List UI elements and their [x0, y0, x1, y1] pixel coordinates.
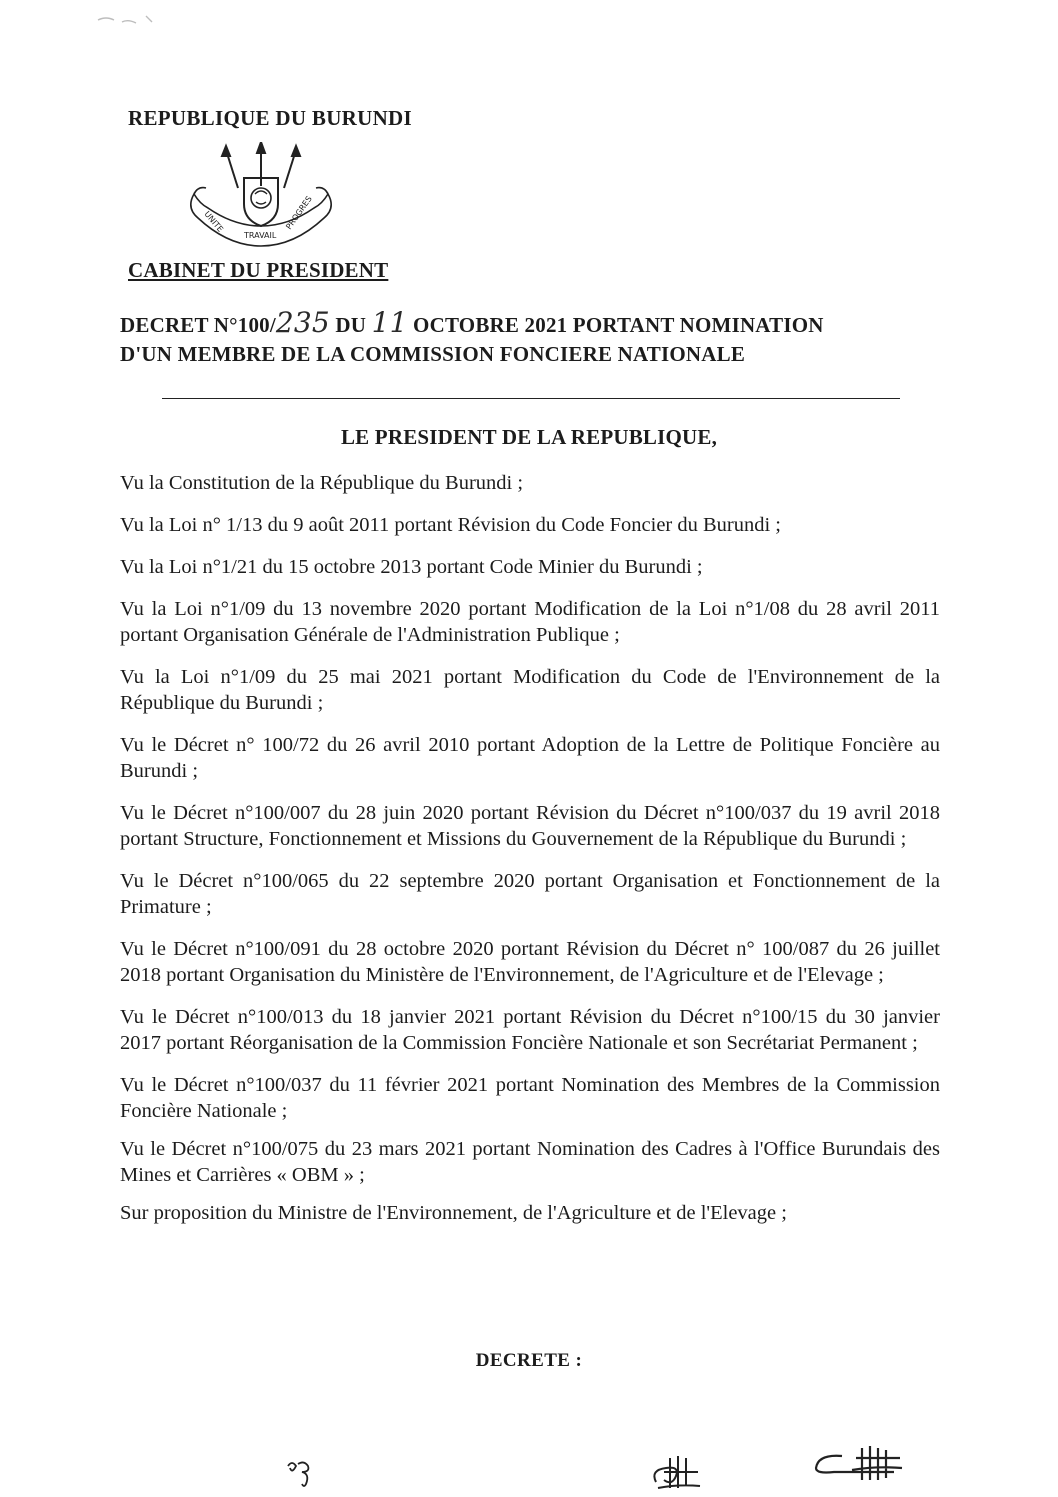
considerant: Vu le Décret n° 100/72 du 26 avril 2010 portant Adoption de la Lettre de Politique Foncière au Burundi ;	[120, 734, 940, 782]
considerant: Vu le Décret n°100/013 du 18 janvier 2021 portant Révision du Décret n°100/15 du 30 janvier 2017 portant Réorganisation de la Commission Foncière Nationale et son Secrétariat Permanent ;	[120, 1006, 940, 1054]
scan-mark	[96, 10, 166, 30]
initials-mark-center	[648, 1452, 708, 1494]
decree-title	[120, 308, 960, 369]
considerant: Vu le Décret n°100/091 du 28 octobre 2020 portant Révision du Décret n° 100/087 du 26 juillet 2018 portant Organisation du Ministère de l'Environnement, de l'Agriculture et de l'Elevage ;	[120, 938, 940, 986]
country-heading: REPUBLIQUE DU BURUNDI	[128, 106, 412, 130]
considerant: Sur proposition du Ministre de l'Environnement, de l'Agriculture et de l'Elevage ;	[120, 1202, 787, 1224]
title-divider	[162, 398, 900, 399]
considerant: Vu le Décret n°100/037 du 11 février 2021 portant Nomination des Membres de la Commission Foncière Nationale ;	[120, 1074, 940, 1122]
signature-mark-right	[812, 1444, 908, 1486]
considerant: Vu la Loi n°1/09 du 13 novembre 2020 portant Modification de la Loi n°1/08 du 28 avril 2011 portant Organisation Générale de l'Administration Publique ;	[120, 598, 940, 646]
motto-word-2: TRAVAIL	[244, 231, 277, 240]
handwritten-decree-number: 235	[275, 306, 330, 339]
decrete-heading: DECRETE :	[475, 1350, 583, 1371]
considerant: Vu le Décret n°100/075 du 23 mars 2021 portant Nomination des Cadres à l'Office Burundais des Mines et Carrières « OBM » ;	[120, 1138, 940, 1186]
motto-word-1: UNITE	[202, 209, 225, 234]
handwritten-day: 11	[371, 306, 408, 339]
considerant: Vu le Décret n°100/007 du 28 juin 2020 portant Révision du Décret n°100/037 du 19 avril 2018 portant Structure, Fonctionnement et Missions du Gouvernement de la République du Burundi ;	[120, 802, 940, 850]
decree-number-prefix: DECRET N°100/	[120, 313, 276, 337]
considerants-list	[120, 470, 940, 1242]
decree-du: DU	[329, 313, 372, 337]
initials-mark-left	[282, 1458, 322, 1492]
office-heading: CABINET DU PRESIDENT	[128, 258, 389, 282]
considerant: Vu la Loi n° 1/13 du 9 août 2011 portant Révision du Code Foncier du Burundi ;	[120, 514, 782, 536]
coat-of-arms-emblem	[186, 142, 336, 248]
motto-word-3: PROGRES	[284, 194, 314, 232]
considerant: Vu la Loi n°1/09 du 25 mai 2021 portant Modification du Code de l'Environnement de la République du Burundi ;	[120, 666, 940, 714]
considerant: Vu la Constitution de la République du Burundi ;	[120, 472, 524, 494]
decree-title-rest: OCTOBRE 2021 PORTANT NOMINATION	[407, 313, 824, 337]
considerant: Vu le Décret n°100/065 du 22 septembre 2020 portant Organisation et Fonctionnement de la Primature ;	[120, 870, 940, 918]
decree-title-line-2: D'UN MEMBRE DE LA COMMISSION FONCIERE NATIONALE	[120, 342, 746, 366]
decree-title-line-1	[120, 308, 960, 340]
authority-heading: LE PRESIDENT DE LA REPUBLIQUE,	[340, 425, 718, 449]
considerant: Vu la Loi n°1/21 du 15 octobre 2013 portant Code Minier du Burundi ;	[120, 556, 703, 578]
